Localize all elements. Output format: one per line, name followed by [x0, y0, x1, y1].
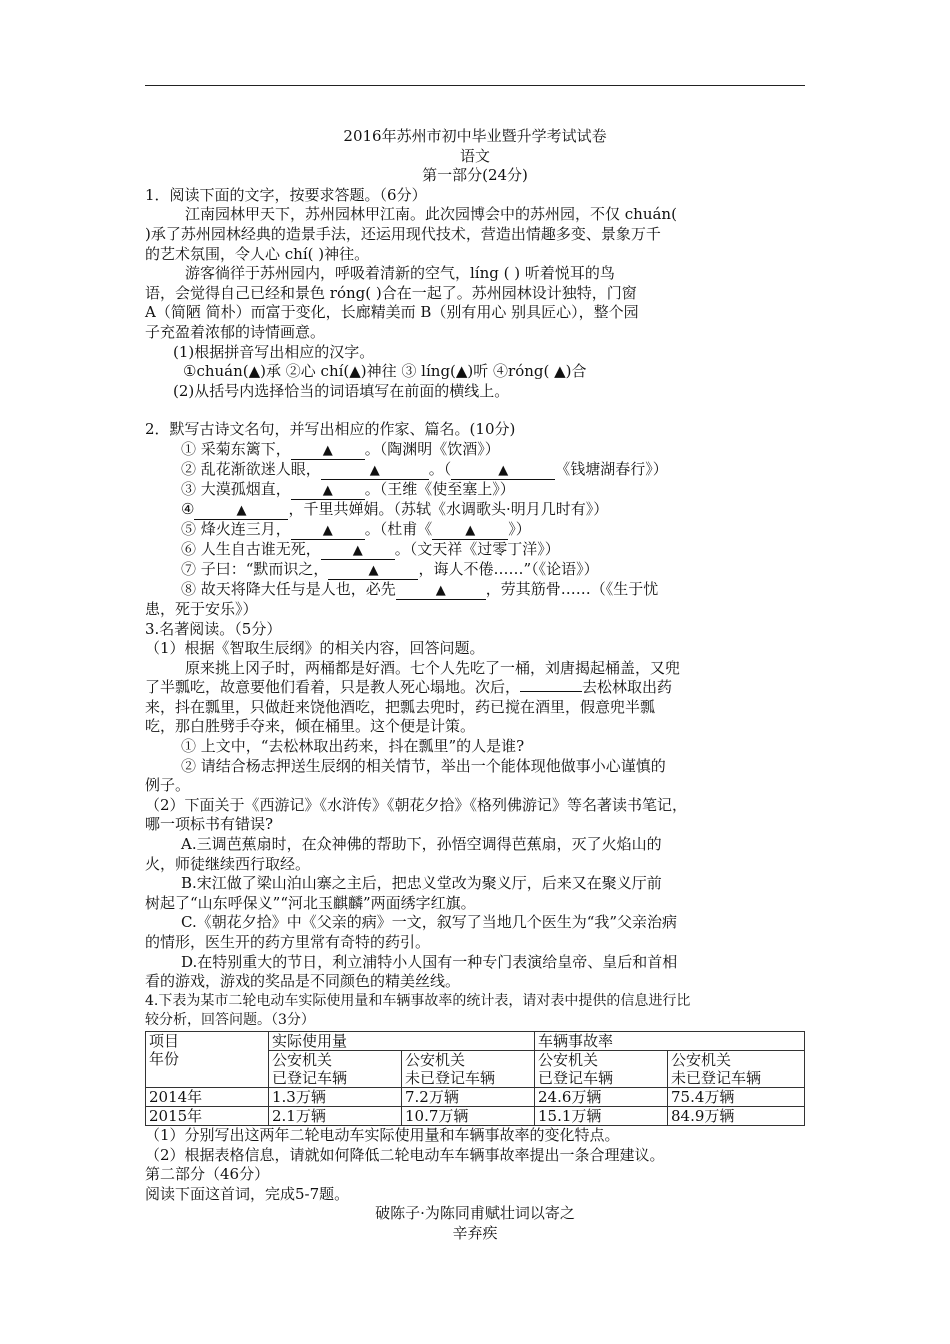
exam-page — [145, 127, 805, 1244]
q2-item-5-pre: ⑤ 烽火连三月， — [181, 519, 291, 538]
table-corner-top: 项目 — [149, 1031, 180, 1050]
q3-option-b-cont: 树起了“山东呼保义”“河北玉麒麟”两面绣字红旗。 — [145, 893, 476, 912]
q2-item-2 — [145, 460, 805, 480]
q3-para-line2-post: 去松林取出药 — [582, 678, 673, 697]
part2-instruction: 阅读下面这首词，完成5-7题。 — [145, 1184, 350, 1203]
q3-option-a-cont: 火，师徒继续西行取经。 — [145, 854, 311, 873]
col-header-line: 未已登记车辆 — [405, 1068, 496, 1087]
q2-item-1-post: 。（陶渊明《饮酒》） — [364, 439, 500, 458]
table-cell: 2.1万辆 — [269, 1106, 402, 1125]
q2-blank-2b[interactable] — [451, 461, 555, 480]
q2-item-7-pre: ⑦ 子曰：“默而识之， — [181, 559, 329, 578]
q3-sub1: （1）根据《智取生辰纲》的相关内容，回答问题。 — [145, 639, 485, 658]
q1-para2-line3: A（简陋 简朴）而富于变化，长廊精美而 B（别有用心 别具匠心），整个园 — [145, 303, 639, 322]
q3-para-line3: 来，抖在瓢里，只做赶来饶他酒吃，把瓢去兜时，药已搅在酒里，假意兜半瓢 — [145, 697, 656, 716]
q3-blank[interactable] — [520, 691, 582, 692]
table-cell: 7.2万辆 — [402, 1087, 535, 1106]
q2-item-6-post: 。（文天祥《过零丁洋》） — [394, 539, 560, 558]
q2-item-2-mid: 。（ — [428, 459, 452, 478]
q3-para-line2-pre: 了半瓢吃，故意要他们看着，只是教人死心塌地。次后， — [145, 678, 521, 697]
table-corner-bottom: 年份 — [149, 1049, 180, 1068]
q2-item-2-post: 《钱塘湖春行》） — [555, 459, 668, 478]
q2-item-4-pre: ④ — [181, 499, 195, 518]
triangle-marker: ▲ — [322, 522, 333, 538]
table-group-usage: 实际使用量 — [269, 1031, 535, 1050]
part1-heading: 第一部分(24分) — [422, 166, 528, 185]
triangle-marker: ▲ — [322, 482, 333, 498]
table-cell: 15.1万辆 — [535, 1106, 668, 1125]
q2-item-8-pre: ⑧ 故天将降大任与是人也，必先 — [181, 579, 396, 598]
table-cell: 1.3万辆 — [269, 1087, 402, 1106]
q2-blank-5a[interactable] — [291, 521, 365, 540]
col-header-line: 已登记车辆 — [272, 1068, 348, 1087]
q3-stem: 3.名著阅读。（5分） — [145, 619, 282, 638]
q2-item-5-post: 》） — [508, 519, 531, 538]
q4-stem-cont: 较分析，回答问题。（3分） — [145, 1012, 315, 1029]
table-cell-year: 2014年 — [146, 1087, 269, 1106]
q3-option-b: B.宋江做了梁山泊山寨之主后，把忠义堂改为聚义厅，后来又在聚义厅前 — [181, 874, 662, 893]
col-header-line: 公安机关 — [272, 1050, 333, 1069]
subject: 语文 — [459, 146, 490, 165]
triangle-marker: ▲ — [435, 582, 446, 598]
q2-item-3-post: 。（王维《使至塞上》） — [364, 479, 515, 498]
triangle-marker: ▲ — [498, 462, 509, 478]
table-cell: 24.6万辆 — [535, 1087, 668, 1106]
q2-item-1 — [145, 440, 805, 460]
q3-sub2: （2）下面关于《西游记》《水浒传》《朝花夕拾》《格列佛游记》等名著读书笔记， — [145, 795, 688, 814]
q4-sub2: （2）根据表格信息，请就如何降低二轮电动车车辆事故率提出一条合理建议。 — [145, 1145, 665, 1164]
q3-question-a: ① 上文中，“去松林取出药来，抖在瓢里”的人是谁? — [181, 737, 525, 756]
q3-para-line4: 吃，那白胜劈手夺来，倾在桶里。这个便是计策。 — [145, 717, 476, 736]
table-cell: 10.7万辆 — [402, 1106, 535, 1125]
q2-item-6 — [145, 540, 805, 560]
table-cell-year: 2015年 — [146, 1106, 269, 1125]
q3-question-b: ② 请结合杨志押送生辰纲的相关情节，举出一个能体现他做事小心谨慎的 — [181, 756, 666, 775]
q1-para1-line2: )承了苏州园林经典的造景手法，还运用现代技术，营造出情趣多变、景象万千 — [145, 224, 661, 243]
triangle-marker: ▲ — [352, 542, 363, 558]
poem-title: 破陈子·为陈同甫赋壮词以寄之 — [375, 1204, 575, 1223]
q3-sub2-cont: 哪一项标书有错误? — [145, 815, 274, 834]
q1-para1-line3: 的艺术氛围，令人心 chí( )神往。 — [145, 244, 370, 263]
q2-item-3-pre: ③ 大漠孤烟直， — [181, 479, 291, 498]
q1-para2-line1: 游客徜徉于苏州园内，呼吸着清新的空气，líng ( ) 听着悦耳的鸟 — [185, 264, 615, 283]
table-row — [146, 1087, 805, 1106]
triangle-marker: ▲ — [465, 522, 476, 538]
q1-stem: 1．阅读下面的文字，按要求答题。（6分） — [145, 185, 427, 204]
q2-blank-7[interactable] — [328, 561, 418, 580]
table-cell: 75.4万辆 — [668, 1087, 805, 1106]
table-group-accident: 车辆事故率 — [535, 1031, 805, 1050]
q2-blank-5b[interactable] — [432, 521, 508, 540]
stats-table — [145, 1031, 805, 1126]
part2-heading: 第二部分（46分） — [145, 1165, 270, 1184]
q1-para1-line1: 江南园林甲天下，苏州园林甲江南。此次园博会中的苏州园，不仅 chuán( — [185, 205, 677, 224]
q1-sub1-items: ①chuán(▲)承 ②心 chí(▲)神往 ③ líng(▲)听 ④róng( ▲)合 — [183, 362, 587, 381]
table-corner-cell — [146, 1031, 269, 1087]
col-header-line: 公安机关 — [405, 1050, 466, 1069]
q2-item-2-pre: ② 乱花渐欲迷人眼， — [181, 459, 321, 478]
table-col-header — [269, 1050, 402, 1087]
q2-item-5 — [145, 520, 805, 540]
q2-item-7-post: ，诲人不倦……”（《论语》） — [418, 559, 599, 578]
exam-title: 2016年苏州市初中毕业暨升学考试试卷 — [343, 127, 607, 145]
q2-item-3 — [145, 480, 805, 500]
triangle-marker: ▲ — [368, 562, 379, 578]
q2-item-8-post: ，劳其筋骨……（《生于忧 — [485, 579, 659, 598]
q1-para2-line2: 语，会觉得自己已经和景色 róng( )合在一起了。苏州园林设计独特，门窗 — [145, 283, 637, 302]
q2-blank-8[interactable] — [396, 581, 486, 600]
col-header-line: 未已登记车辆 — [671, 1068, 762, 1087]
q2-blank-2a[interactable] — [321, 461, 429, 480]
q2-item-4-post: ，千里共婵娟。（苏轼《水调歌头·明月几时有》） — [288, 499, 609, 518]
col-header-line: 公安机关 — [671, 1050, 732, 1069]
poem-author: 辛弃疾 — [452, 1223, 498, 1242]
q2-item-1-pre: ① 采菊东篱下， — [181, 439, 291, 458]
q2-blank-4[interactable] — [194, 501, 288, 520]
q3-option-c-cont: 的情形，医生开的药方里常有奇特的药引。 — [145, 933, 431, 951]
q3-option-a: A.三调芭蕉扇时，在众神佛的帮助下，孙悟空调得芭蕉扇，灭了火焰山的 — [181, 835, 662, 854]
q2-stem: 2．默写古诗文名句，并写出相应的作家、篇名。(10分) — [145, 420, 516, 439]
table-col-header — [402, 1050, 535, 1087]
col-header-line: 已登记车辆 — [538, 1068, 614, 1087]
q2-item-8 — [145, 580, 805, 600]
triangle-marker: ▲ — [322, 442, 333, 458]
q2-item-4 — [145, 500, 805, 520]
triangle-marker: ▲ — [236, 502, 247, 518]
q2-blank-3[interactable] — [291, 481, 365, 500]
table-col-header — [535, 1050, 668, 1087]
q4-stem: 4.下表为某市二轮电动车实际使用量和车辆事故率的统计表，请对表中提供的信息进行比 — [145, 992, 691, 1009]
q4-sub1: （1）分别写出这两年二轮电动车实际使用量和车辆事故率的变化特点。 — [145, 1125, 620, 1144]
q3-option-d: D.在特别重大的节日，利立浦特小人国有一种专门表演给皇帝、皇后和首相 — [181, 952, 678, 971]
q3-para-line1: 原来挑上冈子时，两桶都是好酒。七个人先吃了一桶，刘唐揭起桶盖，又兜 — [185, 658, 681, 677]
table-cell: 84.9万辆 — [668, 1106, 805, 1125]
q2-item-5-mid: 。（杜甫《 — [364, 519, 433, 538]
q2-item-8-cont: 患，死于安乐》） — [145, 599, 258, 618]
q1-sub2: (2)从括号内选择恰当的词语填写在前面的横线上。 — [173, 381, 510, 400]
q3-para-line2 — [145, 678, 805, 698]
table-row — [146, 1106, 805, 1125]
header-rule — [145, 85, 805, 86]
q1-sub1: (1)根据拼音写出相应的汉字。 — [173, 342, 375, 361]
q3-option-c: C.《朝花夕拾》中《父亲的病》一文，叙写了当地几个医生为“我”父亲治病 — [181, 913, 678, 932]
q3-option-d-cont: 看的游戏，游戏的奖品是不同颜色的精美丝线。 — [145, 972, 461, 991]
q2-blank-1[interactable] — [291, 441, 365, 460]
col-header-line: 公安机关 — [538, 1050, 599, 1069]
q3-question-b-cont: 例子。 — [145, 776, 191, 795]
q2-item-6-pre: ⑥ 人生自古谁无死， — [181, 539, 321, 558]
q2-item-7 — [145, 560, 805, 580]
q1-para2-line4: 子充盈着浓郁的诗情画意。 — [145, 322, 326, 341]
table-col-header — [668, 1050, 805, 1087]
q2-blank-6[interactable] — [321, 541, 395, 560]
triangle-marker: ▲ — [369, 462, 380, 478]
